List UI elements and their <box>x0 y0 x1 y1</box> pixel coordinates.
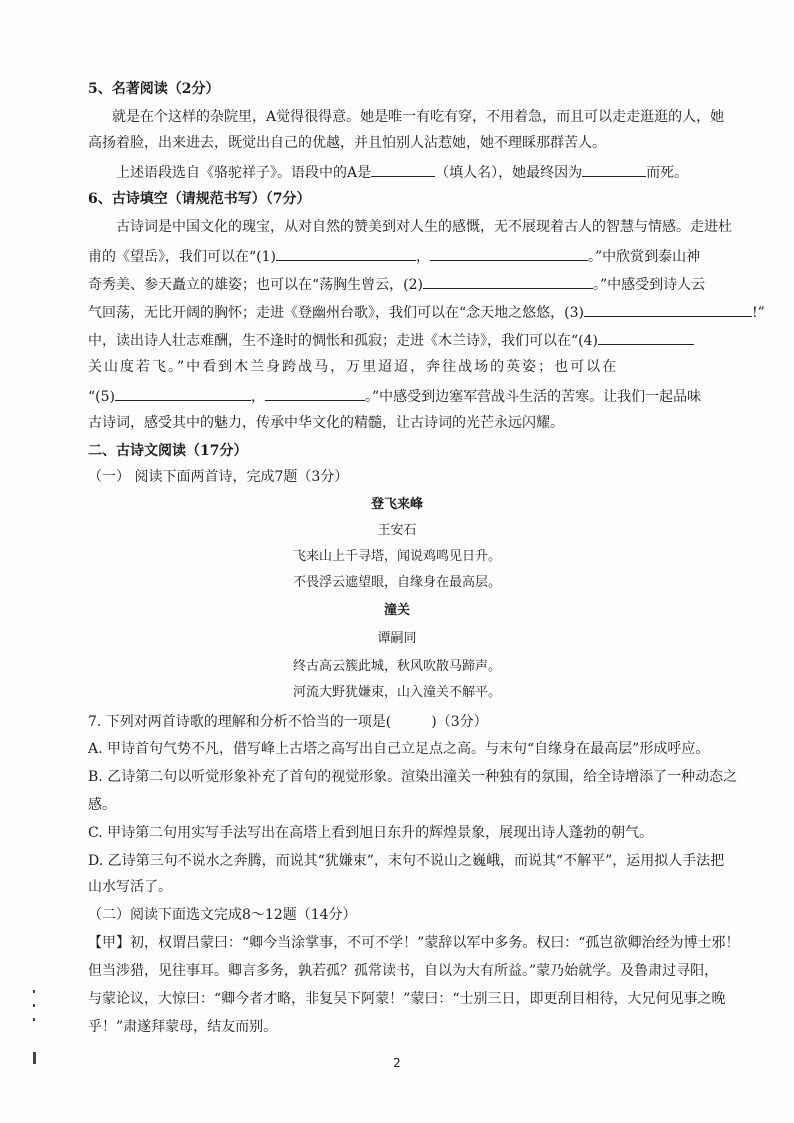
q6-text: 气回荡，无比开阔的胸怀；走进《登幽州台歌》，我们可以在“念天地之悠悠，(3) <box>88 305 584 321</box>
q6-text: “(5) <box>88 389 115 405</box>
answer-blank[interactable] <box>430 246 588 261</box>
part-2-title: （二）阅读下面选文完成8～12题（14分） <box>88 907 357 923</box>
q7-option-b-line-2: 感。 <box>88 797 116 813</box>
q7-stem-text: )（3分） <box>431 714 488 730</box>
poem-2-line-1: 终古高云簇此城，秋风吹散马蹄声。 <box>292 659 501 674</box>
poem-1-line-1: 飞来山上千寻塔，闻说鸡鸣见日升。 <box>292 549 501 564</box>
q7-option-c: C. 甲诗第二句用实写手法写出在高塔上看到旭日东升的辉煌景象，展现出诗人蓬勃的朝气。 <box>88 825 654 841</box>
q5-title: 5、名著阅读（2分） <box>88 81 220 97</box>
binding-mark <box>33 990 35 993</box>
answer-choice-slot[interactable] <box>391 712 431 726</box>
q6-line-3 <box>88 274 728 294</box>
q7-stem-text: 7. 下列对两首诗歌的理解和分析不恰当的一项是( <box>88 714 392 730</box>
classical-text-line-2: 但当涉猎，见往事耳。卿言多务，孰若孤？孤常读书，自以为大有所益。”蒙乃始就学。及鲁肃过寻阳， <box>88 963 719 979</box>
q6-text: 甫的《望岳》，我们可以在“(1) <box>88 249 276 265</box>
q5-question-part-1: 上述语段选自《骆驼祥子》。语段中的A是 <box>116 165 372 181</box>
q7-option-d-line-1: D. 乙诗第三句不说水之奔腾，而说其“犹嫌束”，末句不说山之巍峨，而说其“不解平”，运用拟人手法把 <box>88 853 725 869</box>
q6-text: ， <box>416 249 430 265</box>
answer-blank[interactable] <box>584 302 752 317</box>
poem-2-title: 潼关 <box>383 603 410 618</box>
answer-blank[interactable] <box>423 274 593 289</box>
poem-2-line-2: 河流大野犹嫌束，山入潼关不解平。 <box>292 685 501 700</box>
q6-text: 。”中欣赏到泰山神 <box>588 249 701 265</box>
q5-passage-line-1: 就是在个这样的杂院里，A觉得很得意。她是唯一有吃有穿，不用着急，而且可以走走逛逛的人，她 <box>112 109 725 125</box>
classical-text-line-4: 乎！”肃遂拜蒙母，结友而别。 <box>88 1019 278 1035</box>
q6-line-1: 古诗词是中国文化的瑰宝，从对自然的赞美到对人生的感慨，无不展现着古人的智慧与情感。走进杜 <box>116 219 732 235</box>
classical-text-line-3: 与蒙论议，大惊曰：“卿今者才略，非复吴下阿蒙！”蒙曰：“士别三日，即更刮目相待，大兄何见事之晚 <box>88 991 726 1007</box>
q5-passage-line-2: 高扬着脸，出来进去，既觉出自己的优越，并且怕别人沾惹她，她不理睬那群苦人。 <box>88 135 606 151</box>
q7-option-a: A. 甲诗首句气势不凡，借写峰上古塔之高写出自己立足点之高。与末句“自缘身在最高层”形成呼应。 <box>88 741 710 757</box>
q6-title: 6、古诗填空（请规范书写）（7分） <box>88 191 311 207</box>
answer-blank[interactable] <box>265 386 365 401</box>
poem-1-title: 登飞来峰 <box>370 497 423 512</box>
q5-question <box>116 162 728 182</box>
answer-blank[interactable] <box>115 386 251 401</box>
q6-line-7 <box>88 386 728 406</box>
answer-blank[interactable] <box>598 330 694 345</box>
q7-option-d-line-2: 山水写活了。 <box>88 879 172 895</box>
poem-2-author: 谭嗣同 <box>377 631 417 646</box>
binding-mark <box>33 1004 35 1007</box>
q7-stem <box>88 712 728 731</box>
q6-text: ， <box>251 389 265 405</box>
q6-line-8: 古诗词，感受其中的魅力，传承中华文化的精髓，让古诗词的光芒永远闪耀。 <box>88 415 564 431</box>
answer-blank[interactable] <box>371 162 435 177</box>
answer-blank[interactable] <box>276 246 416 261</box>
poem-1-author: 王安石 <box>377 523 417 538</box>
section-2-part-1-title: （一） 阅读下面两首诗，完成7题（3分） <box>88 469 349 485</box>
q7-option-b-line-1: B. 乙诗第二句以听觉形象补充了首句的视觉形象。渲染出潼关一种独有的氛围，给全诗增添了一种动态之 <box>88 769 738 785</box>
section-2-title: 二、古诗文阅读（17分） <box>88 443 248 459</box>
answer-blank[interactable] <box>582 162 646 177</box>
poem-1-line-2: 不畏浮云遮望眼，自缘身在最高层。 <box>292 575 501 590</box>
q6-text: 中，读出诗人壮志难酬，生不逢时的惆怅和孤寂；走进《木兰诗》，我们可以在“(4) <box>88 333 598 349</box>
q6-text: 。”中感受到边塞军营战斗生活的苦寒。让我们一起品味 <box>365 389 702 405</box>
q6-text: 。”中感受到诗人云 <box>593 277 706 293</box>
q6-line-5 <box>88 330 728 350</box>
q6-text: 奇秀美、参天矗立的雄姿；也可以在“荡胸生曾云，(2) <box>88 277 423 293</box>
classical-text-line-1: 【甲】初，权谓吕蒙曰：“卿今当涂掌事，不可不学！”蒙辞以军中多务。权曰：“孤岂欲卿治经为博士邪！ <box>88 935 740 951</box>
page-number: 2 <box>393 1056 401 1070</box>
q5-question-part-3: 而死。 <box>646 165 689 181</box>
q5-question-part-2: （填人名），她最终因为 <box>435 165 583 181</box>
q6-text: !” <box>752 305 765 321</box>
binding-mark <box>33 1018 35 1021</box>
q6-line-6: 关山度若飞。”中看到木兰身跨战马，万里迢迢，奔往战场的英姿；也可以在 <box>88 359 619 375</box>
q6-line-4 <box>88 302 765 322</box>
q6-line-2 <box>88 246 728 266</box>
